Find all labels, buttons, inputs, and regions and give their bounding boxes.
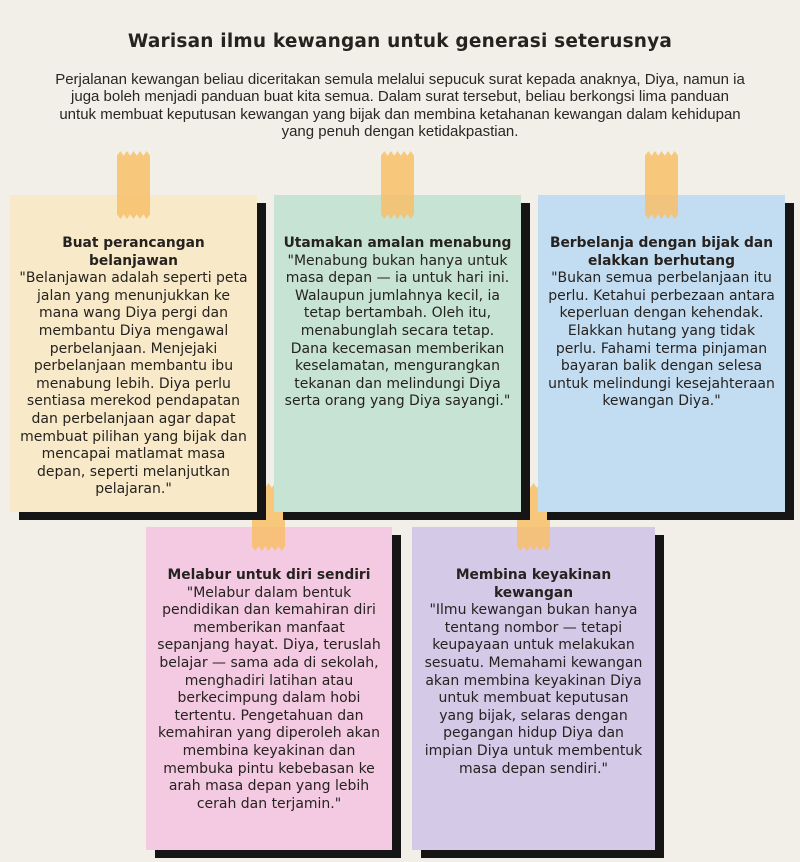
note-card-melabur-diri-sendiri: [146, 527, 392, 850]
intro-paragraph: Perjalanan kewangan beliau diceritakan semula melalui sepucuk surat kepada anaknya, Diya, namun ia juga boleh menjadi panduan buat kita semua. Dalam surat tersebut, beliau berkongsi lima panduan untuk membuat keputusan kewangan yang bijak dan membina ketahanan kewangan dalam kehidupan yang penuh dengan ketidakpastian.: [55, 71, 745, 141]
note-card-amalan-menabung: [274, 195, 521, 512]
note-card-perancangan-belanjawan: [10, 195, 257, 512]
card-title: Membina keyakinan kewangan: [455, 567, 612, 601]
tape-icon: [645, 151, 678, 219]
page-title: Warisan ilmu kewangan untuk generasi seterusnya: [127, 31, 673, 52]
note-card-keyakinan-kewangan: [412, 527, 655, 850]
card-title: Utamakan amalan menabung: [283, 235, 512, 251]
card-body: "Menabung bukan hanya untuk masa depan — ia untuk hari ini. Walaupun jumlahnya kecil, ia tetap bertambah. Oleh itu, menabunglah secara tetap. Dana kecemasan memberikan keselamatan, mengurangkan tekanan dan melindungi Diya serta orang yang Diya sayangi.": [284, 252, 511, 410]
card-title: Buat perancangan belanjawan: [62, 235, 205, 269]
tape-icon: [117, 151, 150, 219]
card-body: "Melabur dalam bentuk pendidikan dan kemahiran diri memberikan manfaat sepanjang hayat. Diya, teruslah belajar — sama ada di sekolah, menghadiri latihan atau berkecimpung dalam hobi tertentu. Pengetahuan dan kemahiran yang diperoleh akan membina keyakinan dan membuka pintu kebebasan ke arah masa depan yang lebih cerah dan terjamin.": [157, 584, 381, 812]
card-body: "Bukan semua perbelanjaan itu perlu. Ketahui perbezaan antara keperluan dengan kehendak. Elakkan hutang yang tidak perlu. Fahami terma pinjaman bayaran balik dengan selesa untuk melindungi kesejahteraan kewangan Diya.": [548, 270, 775, 410]
tape-icon: [381, 151, 414, 219]
card-body: "Belanjawan adalah seperti peta jalan yang menunjukkan ke mana wang Diya pergi dan membantu Diya mengawal perbelanjaan. Menjejaki perbelanjaan membantu ibu menabung lebih. Diya perlu sentiasa merekod pendapatan dan perbelanjaan agar dapat membuat pilihan yang bijak dan mencapai matlamat masa depan, seperti melanjutkan pelajaran.": [19, 270, 248, 498]
card-title: Melabur untuk diri sendiri: [167, 567, 371, 583]
note-card-berbelanja-bijak: [538, 195, 785, 512]
card-body: "Ilmu kewangan bukan hanya tentang nombor — tetapi keupayaan untuk melakukan sesuatu. Memahami kewangan akan membina keyakinan Diya untuk membuat keputusan yang bijak, selaras dengan pegangan hidup Diya dan impian Diya untuk membentuk masa depan sendiri.": [424, 602, 643, 777]
card-title: Berbelanja dengan bijak dan elakkan berhutang: [549, 235, 774, 269]
